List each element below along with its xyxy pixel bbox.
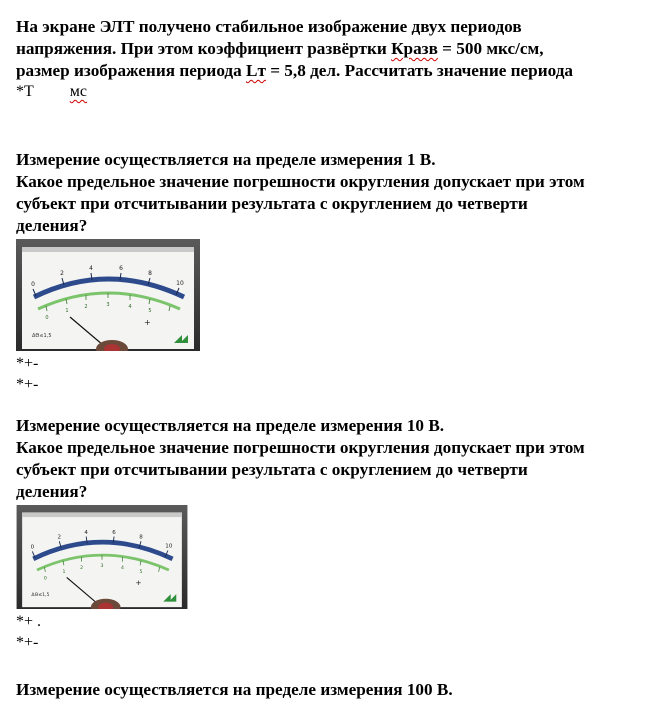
question-1-line-1: На экране ЭЛТ получено стабильное изображение двух периодов [16, 17, 522, 36]
voltmeter-image [16, 505, 188, 609]
question-3-line-3: субъект при отсчитывании результата с округлением до четверти [16, 460, 528, 479]
question-2 [16, 149, 656, 395]
question-1-line-2: напряжения. При этом коэффициент развёртки Кразв = 500 мкс/см, [16, 39, 544, 58]
question-1-answer: *Т мс [16, 83, 88, 100]
question-2-line-1: Измерение осуществляется на пределе измерения 1 В. [16, 150, 436, 169]
answer-option: *+- [16, 355, 39, 372]
question-3-line-2: Какое предельное значение погрешности округления допускает при этом [16, 438, 585, 457]
answer-option: *+- [16, 376, 39, 393]
question-4 [16, 679, 656, 701]
question-1 [16, 16, 656, 102]
question-3-line-1: Измерение осуществляется на пределе измерения 10 В. [16, 416, 445, 435]
voltmeter-image [16, 239, 200, 351]
answer-option: *+ . [16, 613, 42, 630]
question-2-line-3: субъект при отсчитывании результата с округлением до четверти [16, 194, 528, 213]
question-3 [16, 415, 656, 653]
question-1-line-3: размер изображения периода Lт = 5,8 дел. Рассчитать значение периода [16, 61, 574, 80]
question-2-line-2: Какое предельное значение погрешности округления допускает при этом [16, 172, 585, 191]
answer-option: *+- [16, 634, 39, 651]
question-4-line-1: Измерение осуществляется на пределе измерения 100 В. [16, 680, 453, 699]
answer-unit: мс [69, 83, 88, 100]
question-3-line-4: деления? [16, 482, 88, 501]
question-2-line-4: деления? [16, 216, 88, 235]
kraz-term: Кразв [391, 39, 438, 58]
lt-term: Lт [246, 61, 266, 80]
